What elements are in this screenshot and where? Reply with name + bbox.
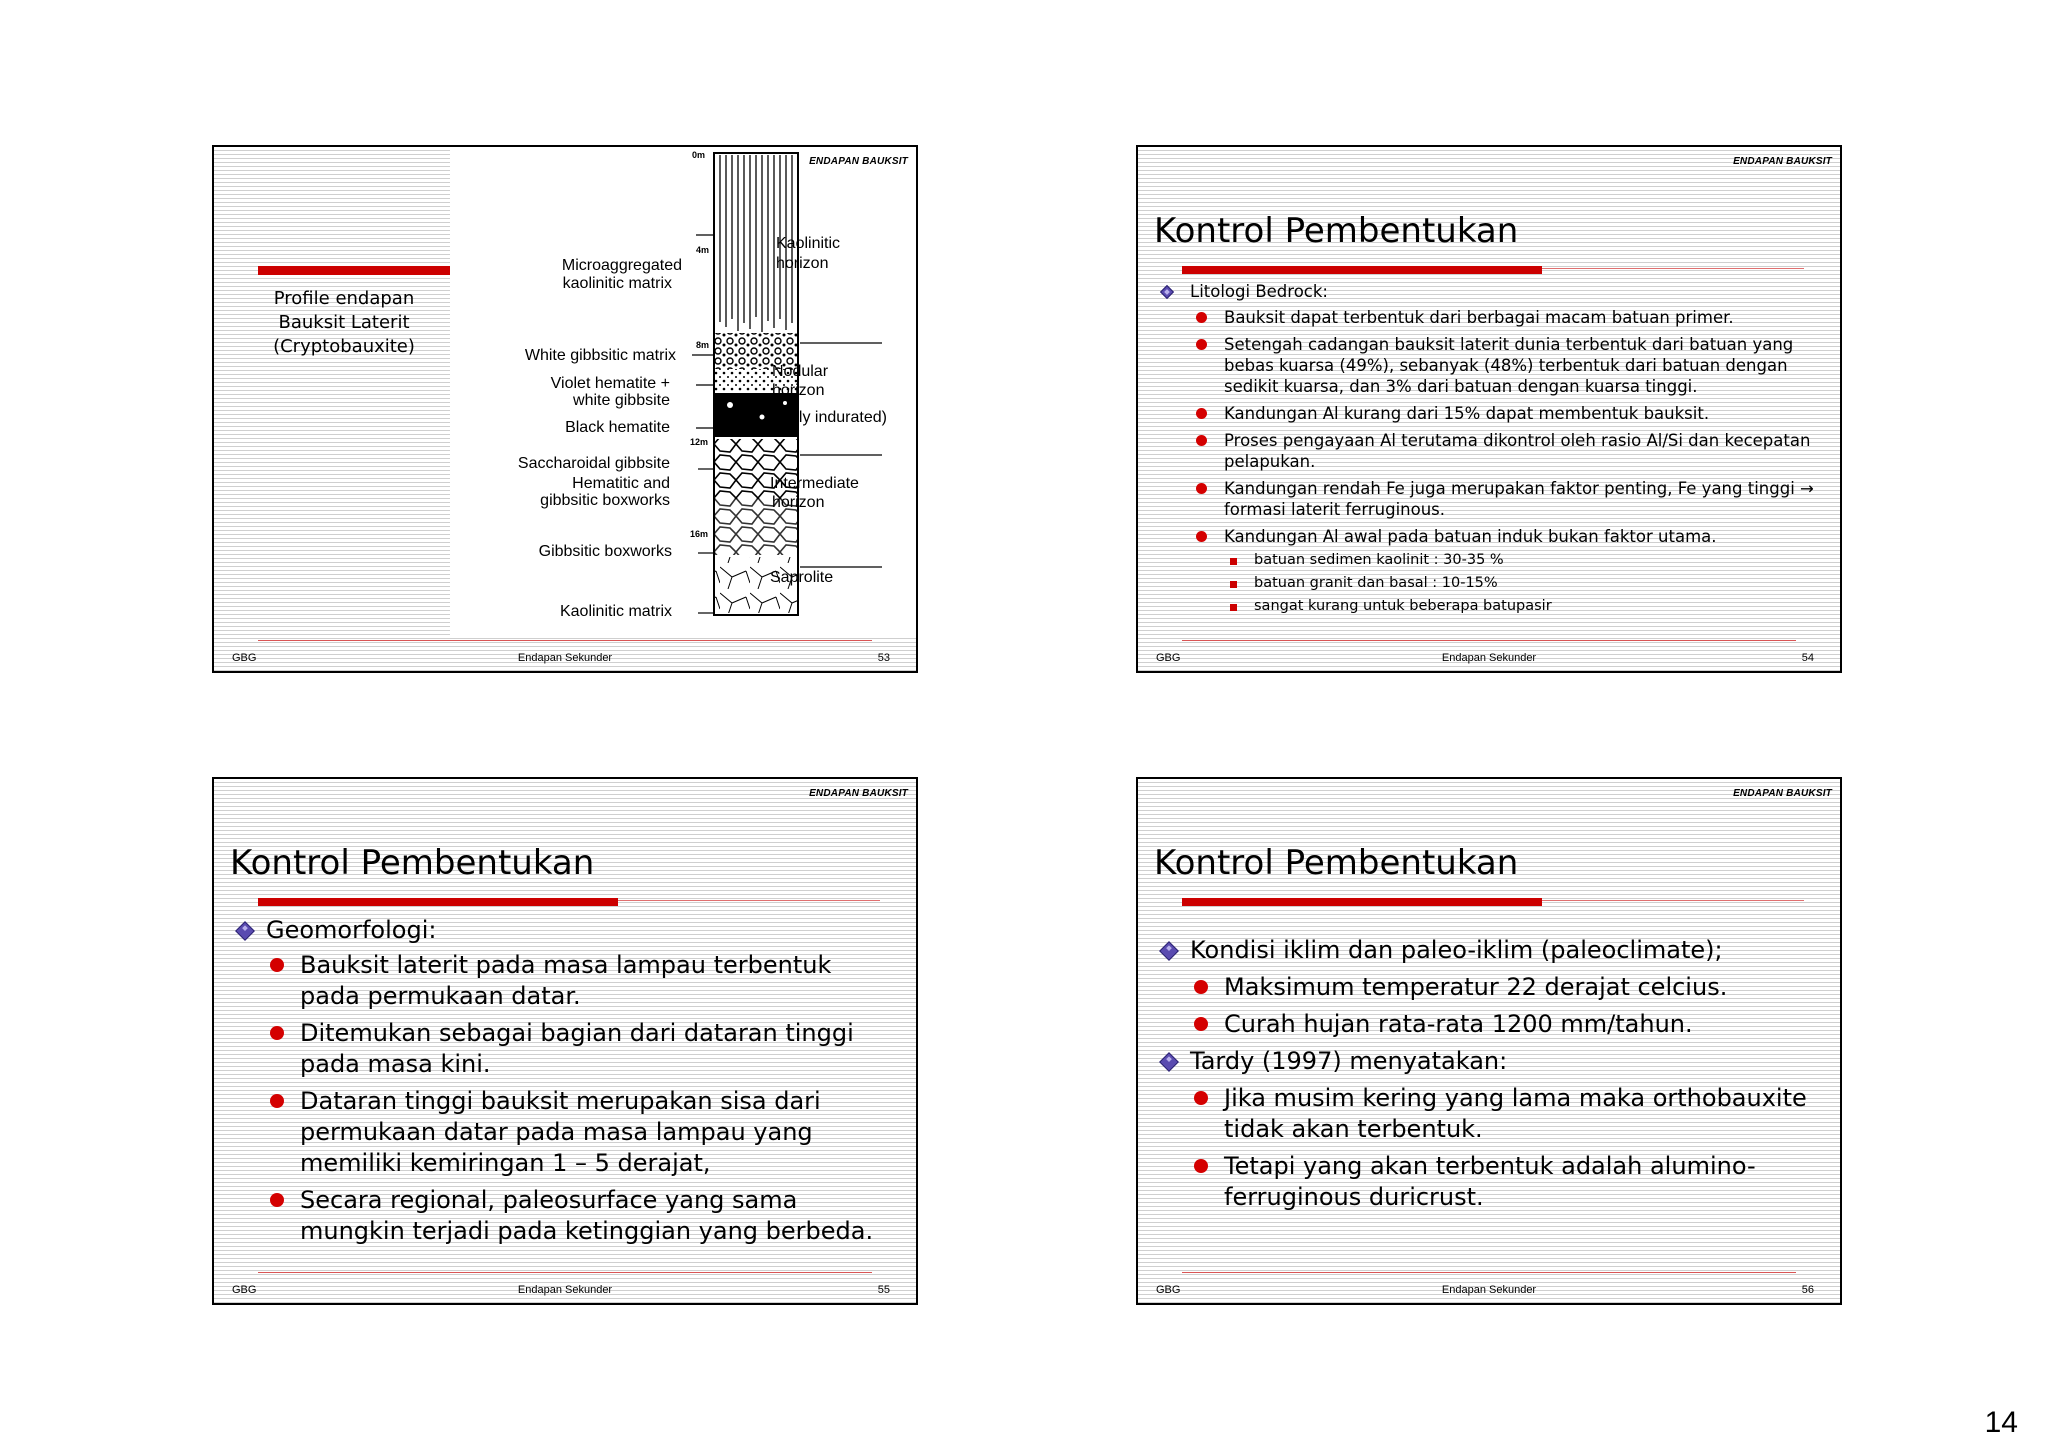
dot-bullet-icon <box>1196 408 1207 419</box>
slide-body <box>1154 281 1822 618</box>
profile-label: Saccharoidal gibbsite <box>517 455 670 472</box>
bullet-level2: Ditemukan sebagai bagian dari dataran tinggi pada masa kini. <box>230 1018 898 1080</box>
horizon-label: Saprolite <box>770 569 834 586</box>
bullet-level2: Curah hujan rata-rata 1200 mm/tahun. <box>1154 1009 1822 1040</box>
bullet-level1: Geomorfologi: <box>230 915 898 946</box>
page-number: 14 <box>1984 1406 2018 1439</box>
laterite-profile-diagram <box>450 147 918 637</box>
bullet-level2: Setengah cadangan bauksit laterit dunia terbentuk dari batuan yang bebas kuarsa (49%), sebanyak (48%) terbentuk dari batuan dengan sedikit kuarsa, dan 3% dari batuan dengan kuarsa tinggi. <box>1154 334 1822 397</box>
dot-bullet-icon <box>1194 1159 1208 1173</box>
bullet-level1: Litologi Bedrock: <box>1154 281 1822 302</box>
slide-number: 54 <box>1801 652 1814 664</box>
bullet-level2: Kandungan Al kurang dari 15% dapat membentuk bauksit. <box>1154 403 1822 424</box>
diamond-bullet-icon <box>1160 285 1174 299</box>
bullet-level3: sangat kurang untuk beberapa batupasir <box>1154 595 1822 618</box>
depth-label: 4m <box>696 245 710 255</box>
square-bullet-icon <box>1230 581 1237 588</box>
diamond-bullet-icon <box>1159 1052 1179 1072</box>
dot-bullet-icon <box>270 1193 284 1207</box>
footer-left: GBG <box>1156 652 1181 664</box>
footer-center: Endapan Sekunder <box>1441 652 1537 664</box>
bullet-level3: batuan sedimen kaolinit : 30-35 % <box>1154 549 1822 572</box>
slide-tag: ENDAPAN BAUKSIT <box>1733 156 1832 167</box>
slide-caption <box>244 287 444 359</box>
dot-bullet-icon <box>1194 1091 1208 1105</box>
footer-left: GBG <box>232 1284 257 1296</box>
red-accent-bar <box>258 266 450 275</box>
slide-title: Kontrol Pembentukan <box>230 843 595 883</box>
red-accent-bar <box>1182 266 1542 274</box>
horizon-label: (partly indurated) <box>766 409 887 426</box>
horizon-label: horizon <box>772 494 825 511</box>
slide-56 <box>1136 777 1842 1305</box>
profile-column-graphic <box>450 147 918 637</box>
diamond-bullet-icon <box>1159 941 1179 961</box>
dot-bullet-icon <box>1196 483 1207 494</box>
dot-bullet-icon <box>1196 339 1207 350</box>
bullet-level2: Maksimum temperatur 22 derajat celcius. <box>1154 972 1822 1003</box>
dot-bullet-icon <box>1194 1017 1208 1031</box>
slide-body <box>1154 935 1822 1219</box>
thin-accent-line <box>618 900 880 901</box>
dot-bullet-icon <box>1196 312 1207 323</box>
bullet-level2: Secara regional, paleosurface yang sama mungkin terjadi pada ketinggian yang berbeda. <box>230 1185 898 1247</box>
square-bullet-icon <box>1230 558 1237 565</box>
slide-tag: ENDAPAN BAUKSIT <box>1733 788 1832 799</box>
thin-accent-line <box>1542 268 1804 269</box>
bullet-level2: Kandungan rendah Fe juga merupakan faktor penting, Fe yang tinggi → formasi laterit ferruginous. <box>1154 478 1822 520</box>
slide-body <box>230 915 898 1253</box>
bullet-level1: Kondisi iklim dan paleo-iklim (paleoclimate); <box>1154 935 1822 966</box>
footer-divider <box>1182 640 1796 641</box>
bullet-level2: Bauksit dapat terbentuk dari berbagai macam batuan primer. <box>1154 307 1822 328</box>
horizon-label: Kaolinitic <box>776 235 841 252</box>
profile-label: Gibbsitic boxworks <box>538 543 672 560</box>
profile-label: white gibbsite <box>573 392 670 409</box>
footer-divider <box>258 640 872 641</box>
profile-label: gibbsitic boxworks <box>540 492 670 509</box>
profile-label: Kaolinitic matrix <box>559 603 672 620</box>
profile-label: Black hematite <box>565 419 670 436</box>
red-accent-bar <box>1182 898 1542 906</box>
slide-title: Kontrol Pembentukan <box>1154 843 1519 883</box>
profile-label: Hematitic and <box>572 475 670 492</box>
footer-divider <box>258 1272 872 1273</box>
depth-label: 16m <box>690 529 709 539</box>
profile-label: kaolinitic matrix <box>562 275 672 292</box>
footer-center: Endapan Sekunder <box>1441 1284 1537 1296</box>
caption-line: (Cryptobauxite) <box>273 336 415 357</box>
footer-center: Endapan Sekunder <box>517 1284 613 1296</box>
footer-center: Endapan Sekunder <box>517 652 613 664</box>
bullet-level2: Jika musim kering yang lama maka orthobauxite tidak akan terbentuk. <box>1154 1083 1822 1145</box>
slide-tag: ENDAPAN BAUKSIT <box>809 788 908 799</box>
dot-bullet-icon <box>270 958 284 972</box>
slide-number: 56 <box>1801 1284 1814 1296</box>
depth-label: 8m <box>696 340 710 350</box>
dot-bullet-icon <box>1196 435 1207 446</box>
bullet-level1: Tardy (1997) menyatakan: <box>1154 1046 1822 1077</box>
slide-title: Kontrol Pembentukan <box>1154 211 1519 251</box>
dot-bullet-icon <box>1194 980 1208 994</box>
bullet-level2: Proses pengayaan Al terutama dikontrol oleh rasio Al/Si dan kecepatan pelapukan. <box>1154 430 1822 472</box>
slide-tag: ENDAPAN BAUKSIT <box>809 156 908 167</box>
profile-label: White gibbsitic matrix <box>524 347 676 364</box>
depth-label: 12m <box>690 437 709 447</box>
caption-line: Profile endapan <box>273 288 415 309</box>
slide-number: 53 <box>877 652 890 664</box>
bullet-level3: batuan granit dan basal : 10-15% <box>1154 572 1822 595</box>
horizon-label: Nodular <box>772 363 829 380</box>
profile-label: Microaggregated <box>561 257 682 274</box>
horizon-label: horizon <box>772 382 825 399</box>
slide-53 <box>212 145 918 673</box>
bullet-level2: Dataran tinggi bauksit merupakan sisa dari permukaan datar pada masa lampau yang memiliki kemiringan 1 – 5 derajat, <box>230 1086 898 1179</box>
caption-line: Bauksit Laterit <box>278 312 410 333</box>
square-bullet-icon <box>1230 604 1237 611</box>
red-accent-bar <box>258 898 618 906</box>
footer-left: GBG <box>232 652 257 664</box>
bullet-level2: Tetapi yang akan terbentuk adalah alumino-ferruginous duricrust. <box>1154 1151 1822 1213</box>
footer-left: GBG <box>1156 1284 1181 1296</box>
depth-label: 0m <box>692 150 706 160</box>
dot-bullet-icon <box>270 1026 284 1040</box>
diamond-bullet-icon <box>235 921 255 941</box>
horizon-label: horizon <box>776 255 829 272</box>
profile-label: Violet hematite + <box>550 375 670 392</box>
dot-bullet-icon <box>270 1094 284 1108</box>
footer-divider <box>1182 1272 1796 1273</box>
bullet-level2: Kandungan Al awal pada batuan induk bukan faktor utama. <box>1154 526 1822 547</box>
slide-54 <box>1136 145 1842 673</box>
dot-bullet-icon <box>1196 531 1207 542</box>
slide-number: 55 <box>877 1284 890 1296</box>
bullet-level2: Bauksit laterit pada masa lampau terbentuk pada permukaan datar. <box>230 950 898 1012</box>
slide-55 <box>212 777 918 1305</box>
horizon-label: Intermediate <box>770 475 859 492</box>
thin-accent-line <box>1542 900 1804 901</box>
